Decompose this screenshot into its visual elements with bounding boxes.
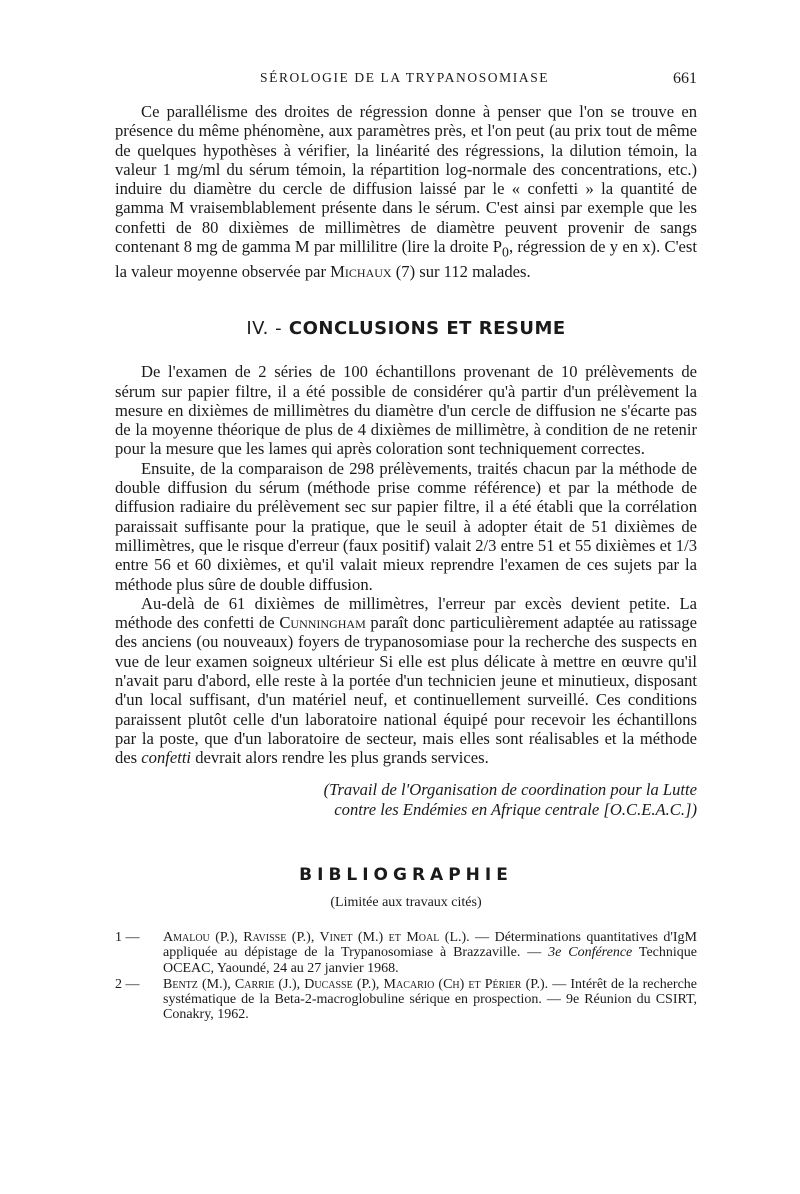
section-title: CONCLUSIONS ET RESUME [288,317,566,339]
reference-authors: Amalou (P.), Ravisse (P.), Vinet (M.) et Moal (L.). [163,930,470,946]
bibliography-subtitle: (Limitée aux travaux cités) [330,894,482,910]
reference-number: 1 — [115,930,140,946]
paragraph-text: Au-delà de 61 dixièmes de millimètres, l'erreur par excès devient petite. La méthode des confetti de [115,593,697,633]
reference-authors: Bentz (M.), Carrie (J.), Ducasse (P.), Macario (Ch) et Périer (P.). [163,976,549,992]
signature-line: contre les Endémies en Afrique centrale [O.C.E.A.C.]) [334,799,697,819]
paragraph-text: paraît donc particulièrement adaptée au ratissage des anciens (ou nouveaux) foyers de trypanosomiase pour la recherche des suspects en vue de leur examen soigneux ultérieur Si elle est plus délicate à mettre en œuvre qu'il n'avait paru d'abord, elle reste à la portée d'un technicien jeune et minutieux, disposant d'un local suffisant, d'un matériel neuf, et continuellement surveillé. Ces conditions paraissent plutôt celle d'un laboratoire national équipé pour recevoir les échantillons par la poste, que d'un laboratoire de secteur, mais elles sont réalisables et la méthode des [115,613,697,768]
paragraph-text: devrait alors rendre les plus grands services. [191,748,489,768]
paragraph-text: (7) sur 112 malades. [391,261,531,281]
paragraph-conclusions-2: Ensuite, de la comparaison de 298 prélèvements, traités chacun par la méthode de double diffusion du sérum (méthode prise comme référence) et par la méthode de diffusion radiaire du prélèvement sec sur papier filtre, il a été établi que la corrélation paraissait suffisante pour la pratique, que le seuil à adopter était de 51 dixièmes de millimètres, que le risque d'erreur (faux positif) valait 2/3 entre 51 et 55 dixièmes et 1/3 entre 56 et 60 dixièmes, et qu'il valait mieux reprendre l'examen de ces sujets par la méthode plus sûre de double diffusion. [115,458,697,594]
paragraph-text: Ce parallélisme des droites de régression donne à penser que l'on se trouve en présence du même phénomène, aux paramètres près, et l'on peut (au prix tout de même de quelques hypothèses à vérifier, la linéarité des régressions, la dilution témoin, la valeur 1 mg/ml du sérum témoin, la répartition log-normale des concentrations, etc.) induire du diamètre du cercle de diffusion laissé par le « confetti » la quantité de gamma M vraisemblablement présente dans le sérum. C'est ainsi par exemple que les confetti de 80 dixièmes de millimètres de diamètre peuvent provenir de sangs contenant 8 mg de gamma M par millilitre (lire la droite P [115,102,697,257]
emphasis: confetti [141,748,192,768]
bibliography-list [115,930,697,1022]
reference-item [115,977,697,1023]
reference-venue: 3e Conférence [548,945,633,961]
section-number: IV. - [246,317,283,339]
paragraph-conclusions-1: De l'examen de 2 séries de 100 échantillons provenant de 10 prélèvements de sérum sur papier filtre, il a été possible de considérer qu'à partir d'un prélèvement la mesure en dixièmes de millimètres du diamètre d'un cercle de diffusion ne s'écarte pas de la moyenne théorique de plus de 4 dixièmes de millimètre, à condition de ne retenir pour la mesure que les lames qui après coloration sont techniquement correctes. [115,362,697,459]
paragraph-regression [115,102,697,281]
section-heading [115,319,697,338]
running-title: SÉROLOGIE DE LA TRYPANOSOMIASE [260,70,550,85]
signature [115,780,697,820]
author-name: Michaux [330,261,392,281]
reference-item [115,930,697,976]
reference-text: Technique OCEAC, Yaoundé, 24 au 27 janvier 1968. [163,945,697,976]
bibliography-title: BIBLIOGRAPHIE [299,864,513,885]
paragraph-text: , régression de y en x). C'est la valeur moyenne observée par [115,237,697,281]
reference-body [163,977,697,1023]
reference-body [163,930,697,976]
reference-number: 2 — [115,976,140,992]
body-text [115,102,697,1023]
author-name: Cunningham [279,613,366,633]
paragraph-conclusions-3 [115,594,697,768]
reference-text: — Déterminations quantitatives d'IgM appliquée au dépistage de la Trypanosomiase à Brazzaville. — [163,930,697,961]
subscript: 0 [502,244,509,260]
page-number: 661 [673,70,697,87]
signature-line: (Travail de l'Organisation de coordination pour la Lutte [323,779,697,799]
reference-text: — Intérêt de la recherche systématique de la Beta-2-macroglobuline sérique en prospection. — 9e Réunion du CSIRT, Conakry, 1962. [163,976,697,1023]
